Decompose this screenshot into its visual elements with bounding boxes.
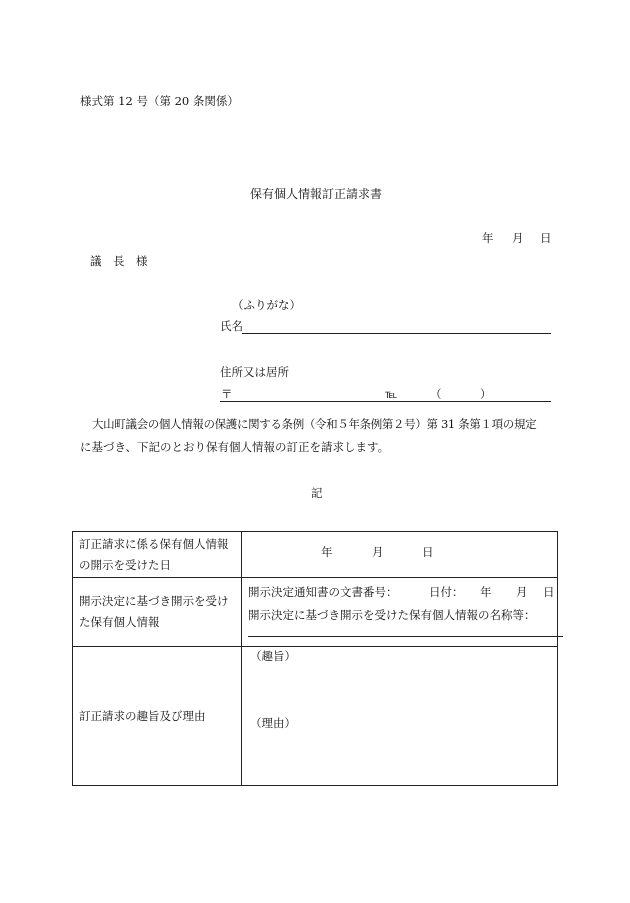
date-day-label: 日	[540, 231, 552, 245]
doc-number-label: 開示決定通知書の文書番号：	[248, 585, 398, 599]
doc-month-label: 月	[516, 585, 528, 599]
purpose-reason-cell[interactable]	[242, 647, 558, 786]
tel-paren-open: （	[430, 387, 442, 401]
disclosed-year-label: 年	[321, 545, 333, 559]
postal-mark: 〒	[221, 387, 233, 401]
doc-year-label: 年	[480, 585, 492, 599]
furigana-label: （ふりがな）	[232, 298, 301, 312]
request-table	[72, 531, 558, 786]
tel-paren-close: ）	[480, 387, 492, 401]
info-name-label: 開示決定に基づき開示を受けた保有個人情報の名称等：	[248, 608, 536, 622]
purpose-label: （趣旨）	[250, 649, 296, 663]
doc-date-label: 日付：	[429, 585, 464, 599]
address-field[interactable]	[220, 401, 551, 402]
disclosed-month-label: 月	[372, 545, 384, 559]
table-row	[73, 532, 558, 578]
tel-mark: ℡	[385, 387, 398, 401]
table-row	[73, 578, 558, 647]
purpose-reason-label: 訂正請求の趣旨及び理由	[73, 647, 242, 786]
disclosed-date-label: 訂正請求に係る保有個人情報の開示を受けた日	[73, 532, 242, 578]
address-label: 住所又は居所	[220, 365, 289, 379]
name-label: 氏名	[220, 319, 243, 333]
ki-heading: 記	[311, 486, 323, 500]
info-name-field[interactable]	[248, 636, 563, 637]
page-title: 保有個人情報訂正請求書	[250, 187, 383, 201]
date-year-label: 年	[482, 231, 494, 245]
body-text-line1: 大山町議会の個人情報の保護に関する条例（令和５年条例第２号）第 31 条第１項の規定	[92, 417, 537, 431]
reason-label: （理由）	[250, 716, 296, 730]
disclosed-info-label: 開示決定に基づき開示を受けた保有個人情報	[73, 578, 242, 647]
body-text-line2: に基づき、下記のとおり保有個人情報の訂正を請求します。	[80, 440, 390, 454]
disclosed-info-cell[interactable]	[242, 578, 558, 647]
disclosed-day-label: 日	[422, 545, 434, 559]
form-number: 様式第 12 号（第 20 条関係）	[80, 94, 239, 108]
addressee: 議 長 様	[90, 254, 148, 268]
date-month-label: 月	[512, 231, 524, 245]
doc-day-label: 日	[543, 585, 555, 599]
disclosed-date-cell[interactable]	[242, 532, 558, 578]
table-row	[73, 647, 558, 786]
name-field[interactable]	[242, 333, 551, 334]
